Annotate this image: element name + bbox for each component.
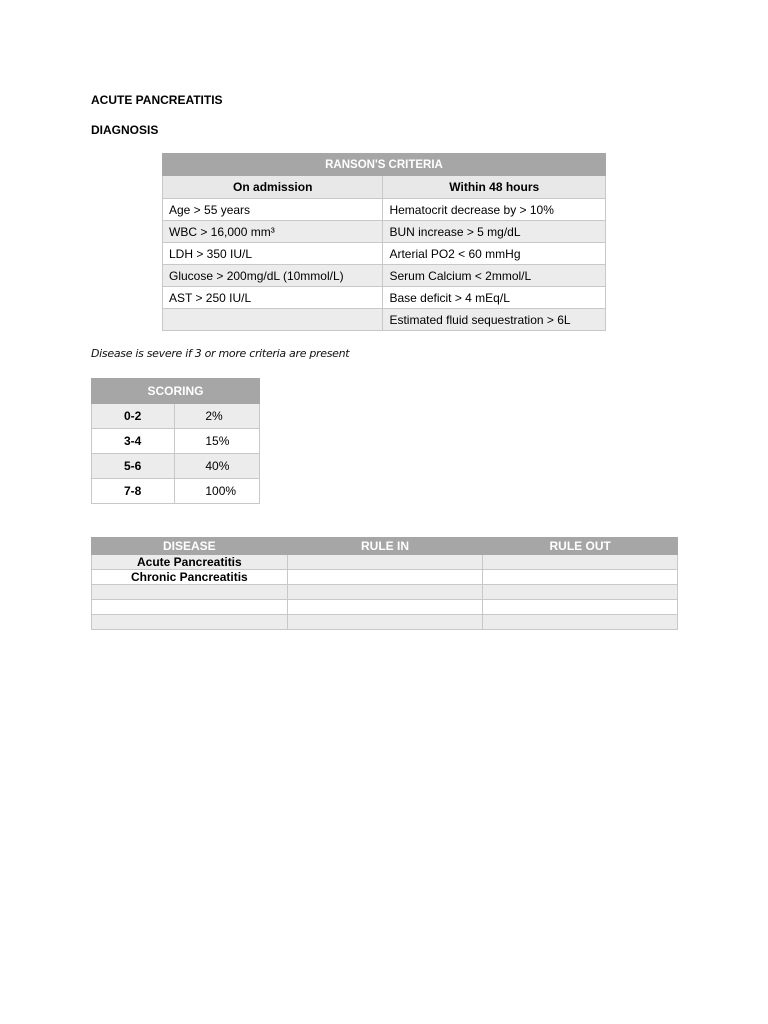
scoring-caption: SCORING [92, 379, 260, 404]
rule-out-cell [483, 570, 678, 585]
disease-name [92, 615, 288, 630]
score-range: 7-8 [92, 479, 175, 504]
within-48h-criterion: Serum Calcium < 2mmol/L [383, 265, 606, 287]
mortality-percent: 2% [175, 404, 260, 429]
within-48h-criterion: BUN increase > 5 mg/dL [383, 221, 606, 243]
table-row [163, 287, 606, 309]
scoring-table [91, 378, 260, 504]
rule-in-cell [287, 600, 483, 615]
mortality-percent: 15% [175, 429, 260, 454]
column-header-within-48-hours: Within 48 hours [383, 176, 606, 199]
table-row [163, 265, 606, 287]
admission-criterion: Age > 55 years [163, 199, 383, 221]
rule-in-cell [287, 585, 483, 600]
page-title: ACUTE PANCREATITIS [91, 93, 223, 107]
table-row [92, 615, 678, 630]
column-header-rule-in: RULE IN [287, 538, 483, 555]
within-48h-criterion: Estimated fluid sequestration > 6L [383, 309, 606, 331]
rule-in-cell [287, 555, 483, 570]
ransons-criteria-table [162, 153, 606, 331]
table-row [92, 570, 678, 585]
within-48h-criterion: Hematocrit decrease by > 10% [383, 199, 606, 221]
table-row [92, 479, 260, 504]
score-range: 0-2 [92, 404, 175, 429]
table-row [92, 555, 678, 570]
table-row [92, 600, 678, 615]
table-row [163, 199, 606, 221]
disease-rule-table [91, 537, 678, 630]
table-row [163, 221, 606, 243]
rule-out-cell [483, 585, 678, 600]
mortality-percent: 40% [175, 454, 260, 479]
score-range: 5-6 [92, 454, 175, 479]
admission-criterion: WBC > 16,000 mm³ [163, 221, 383, 243]
table-row [92, 429, 260, 454]
within-48h-criterion: Base deficit > 4 mEq/L [383, 287, 606, 309]
table-row [163, 309, 606, 331]
table-row [163, 243, 606, 265]
section-heading-diagnosis: DIAGNOSIS [91, 123, 159, 137]
table-row [92, 454, 260, 479]
column-header-rule-out: RULE OUT [483, 538, 678, 555]
column-header-on-admission: On admission [163, 176, 383, 199]
disease-name: Acute Pancreatitis [92, 555, 288, 570]
rule-in-cell [287, 615, 483, 630]
admission-criterion: Glucose > 200mg/dL (10mmol/L) [163, 265, 383, 287]
disease-name [92, 585, 288, 600]
within-48h-criterion: Arterial PO2 < 60 mmHg [383, 243, 606, 265]
ransons-criteria-caption: RANSON'S CRITERIA [163, 154, 606, 176]
disease-name: Chronic Pancreatitis [92, 570, 288, 585]
column-header-disease: DISEASE [92, 538, 288, 555]
score-range: 3-4 [92, 429, 175, 454]
rule-out-cell [483, 600, 678, 615]
severity-note: Disease is severe if 3 or more criteria are present [91, 347, 350, 360]
table-row [92, 585, 678, 600]
admission-criterion: LDH > 350 IU/L [163, 243, 383, 265]
rule-in-cell [287, 570, 483, 585]
disease-name [92, 600, 288, 615]
rule-out-cell [483, 615, 678, 630]
table-row [92, 404, 260, 429]
rule-out-cell [483, 555, 678, 570]
admission-criterion [163, 309, 383, 331]
mortality-percent: 100% [175, 479, 260, 504]
admission-criterion: AST > 250 IU/L [163, 287, 383, 309]
